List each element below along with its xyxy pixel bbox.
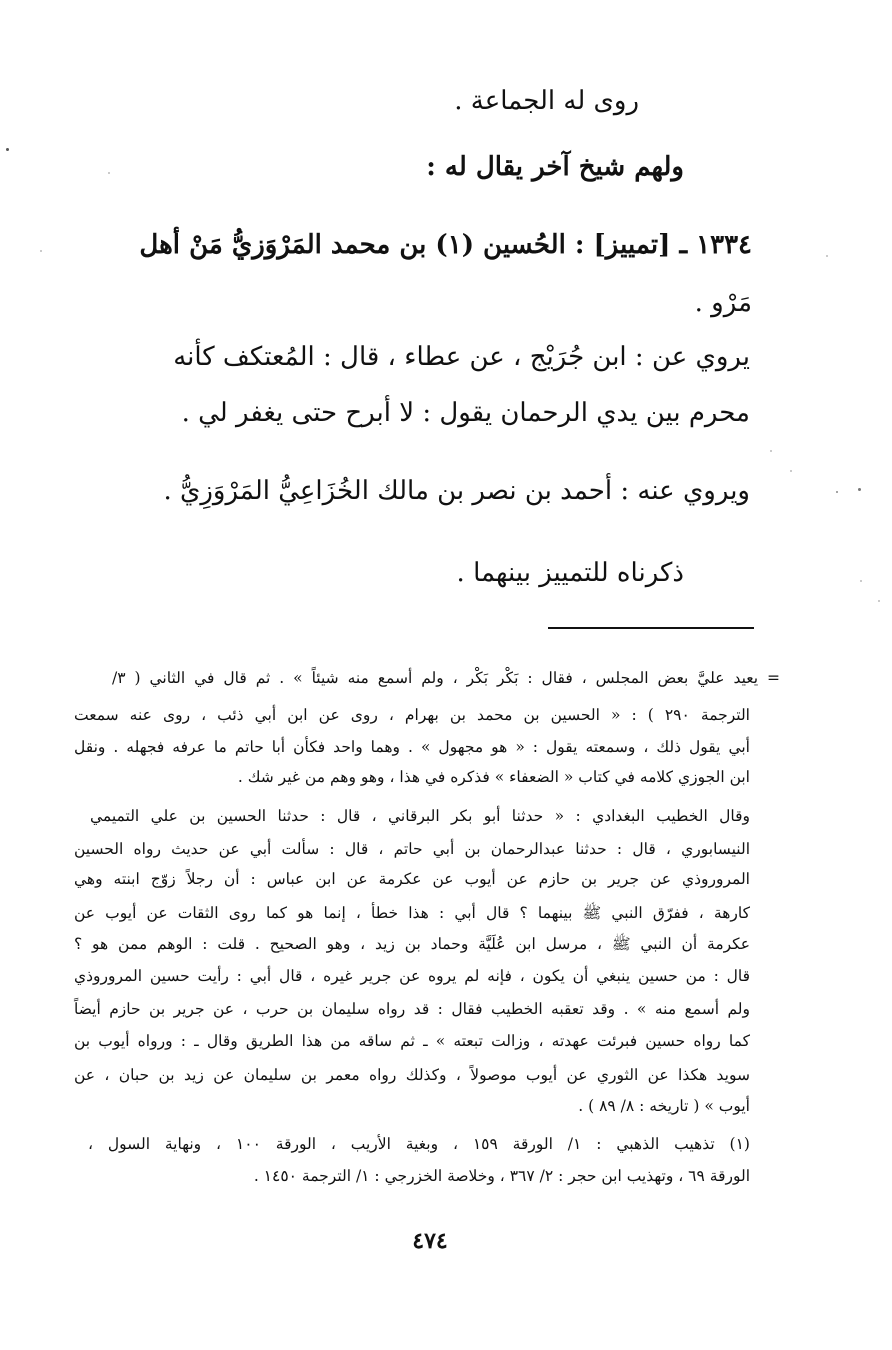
footnote-line: وقال الخطيب البغدادي : « حدثنا أبو بكر البرقاني ، قال : حدثنا الحسين بن علي التميمي	[90, 807, 750, 825]
footnote-line: المروروذي عن جرير بن حازم عن أيوب عن عكرمة عن ابن عباس : أن رجلاً زوّج ابنته وهي	[74, 870, 750, 888]
body-line: ذكرناه للتمييز بينهما .	[456, 558, 684, 588]
footnote-line: كارهة ، ففرّق النبي ﷺ بينهما ؟ قال أبي : هذا خطأ ، إنما هو كما روى الثقات عن أيوب عن	[74, 904, 750, 922]
footnote-separator	[548, 627, 754, 629]
scan-speck	[826, 255, 828, 257]
footnote-line: أيوب » ( تاريخه : ٨/ ٨٩ ) .	[578, 1097, 750, 1115]
scan-speck	[836, 491, 838, 493]
body-line: روى له الجماعة .	[454, 86, 639, 116]
footnote-line: قال : من حسين ينبغي أن يكون ، فإنه لم يروه عن جرير غيره ، قال أبي : رأيت حسين المروروذي	[74, 967, 750, 985]
footnote-line: عكرمة أن النبي ﷺ ، مرسل ابن عُلَيَّة وحماد بن زيد ، وهو الصحيح . قلت : الوهم ممن هو ؟	[74, 935, 750, 953]
scan-speck	[6, 148, 9, 151]
page-number: ٤٧٤	[412, 1228, 448, 1254]
footnote-line: الورقة ٦٩ ، وتهذيب ابن حجر : ٢/ ٣٦٧ ، وخلاصة الخزرجي : ١/ الترجمة ١٤٥٠ .	[253, 1167, 750, 1185]
body-line: مَرْو .	[694, 288, 752, 318]
footnote-line: ولم أسمع منه » . وقد تعقبه الخطيب فقال : قد رواه سليمان بن حرب ، عن جرير بن حازم أيضاً	[74, 1000, 750, 1018]
footnote-line: = يعيد عليَّ بعض المجلس ، فقال : بَكْر بَكْر ، ولم أسمع منه شيئاً » . ثم قال في الثاني ( ٣/	[112, 669, 780, 687]
footnote-line: سويد هكذا عن الثوري عن أيوب موصولاً ، وكذلك رواه معمر بن سليمان عن زيد بن حبان ، عن	[74, 1066, 750, 1084]
entry-heading: ١٣٣٤ ـ [تمييز] : الحُسين (١) بن محمد المَرْوَزيُّ مَنْ أهل	[139, 230, 752, 260]
scan-speck	[860, 580, 862, 582]
footnote-line: النيسابوري ، قال : حدثنا عبدالرحمان بن أبي حاتم ، قال : سألت أبي عن حديث رواه الحسين	[74, 840, 750, 858]
scan-speck	[770, 450, 772, 452]
scan-speck	[858, 488, 861, 491]
scan-speck	[878, 600, 880, 602]
scan-speck	[108, 172, 110, 174]
footnote-line: الترجمة ٢٩٠ ) : « الحسين بن محمد بن بهرام ، روى عن ابن أبي ذئب ، روى عنه سمعت	[74, 706, 750, 724]
scan-speck	[790, 470, 792, 472]
footnote-line: أبي يقول ذلك ، وسمعته يقول : « هو مجهول » . وهما واحد فكأن أبا حاتم ما عرفه فجهله . ونقل	[74, 738, 750, 756]
footnote-line: ابن الجوزي كلامه في كتاب « الضعفاء » فذكره في هذا ، وهو وهم من غير شك .	[237, 768, 750, 786]
section-heading: ولهم شيخ آخر يقال له :	[426, 152, 684, 182]
body-line: ويروي عنه : أحمد بن نصر بن مالك الخُزَاعِيُّ المَرْوَزِيُّ .	[163, 476, 750, 506]
footnote-line: (١) تذهيب الذهبي : ١/ الورقة ١٥٩ ، وبغية الأريب ، الورقة ١٠٠ ، ونهاية السول ،	[88, 1135, 750, 1153]
scan-speck	[40, 250, 42, 252]
body-line: محرم بين يدي الرحمان يقول : لا أبرح حتى يغفر لي .	[181, 398, 750, 428]
footnote-line: كما رواه حسين فبرئت عهدته ، وزالت تبعته » ـ ثم ساقه من هذا الطريق وقال ـ : ورواه أيوب بن	[74, 1032, 750, 1050]
body-line: يروي عن : ابن جُرَيْج ، عن عطاء ، قال : المُعتكف كأنه	[173, 342, 750, 372]
